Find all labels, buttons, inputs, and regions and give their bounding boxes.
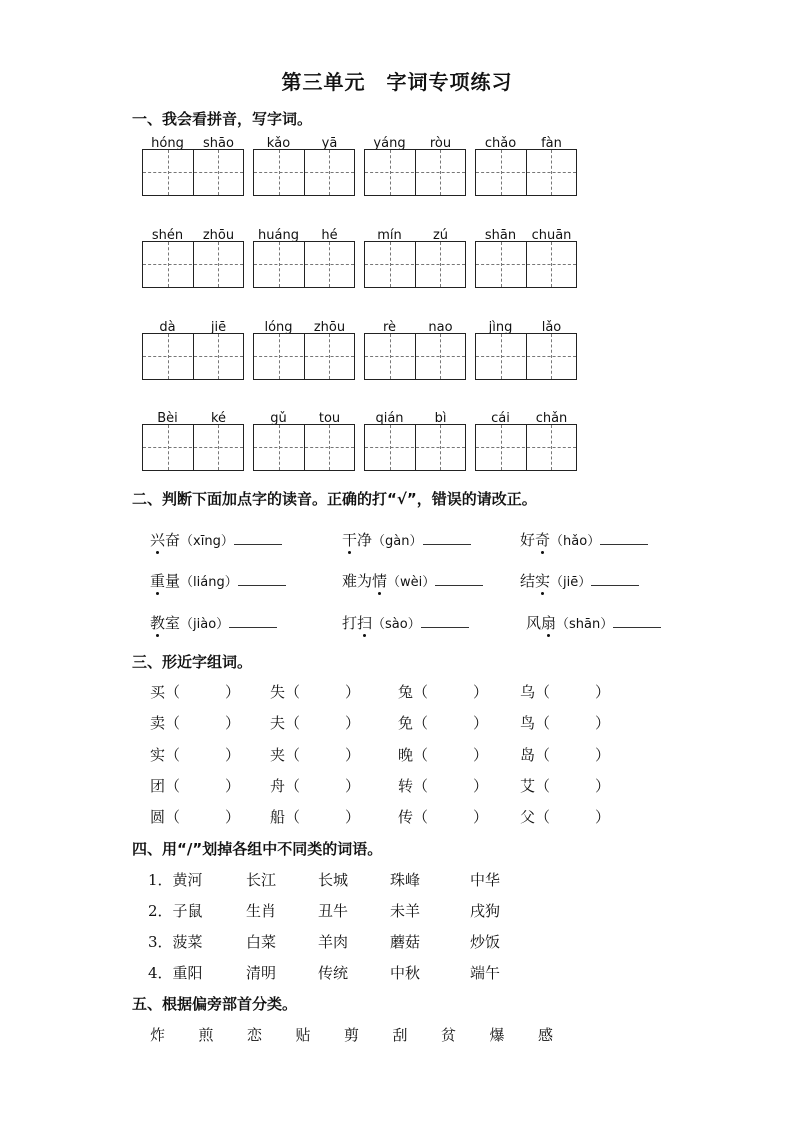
pinyin-syllable: bì xyxy=(434,411,447,426)
word-post: 室 xyxy=(165,614,181,632)
word-writing-pair xyxy=(253,136,355,196)
word-option[interactable]: 传统 xyxy=(318,964,349,982)
similar-char-item[interactable]: 舟（ ） xyxy=(270,777,361,795)
word-option[interactable]: 长江 xyxy=(246,871,277,889)
pronunciation-item xyxy=(150,570,286,591)
dotted-char: 情 xyxy=(372,572,388,590)
word-option[interactable]: 端午 xyxy=(470,964,501,982)
given-pinyin: （gàn） xyxy=(372,534,423,549)
word-writing-pair xyxy=(364,136,466,196)
pronunciation-item xyxy=(342,529,471,550)
dotted-char: 干 xyxy=(342,531,358,549)
pronunciation-item xyxy=(526,612,661,633)
writing-box-pair[interactable] xyxy=(364,424,466,471)
word-writing-pair xyxy=(475,411,577,471)
radical-char: 刮 xyxy=(392,1026,408,1044)
pronunciation-item xyxy=(150,612,277,633)
pinyin-syllable: mín xyxy=(377,228,402,243)
pinyin-syllable: zhōu xyxy=(313,320,346,335)
pinyin-syllable: yáng xyxy=(373,136,406,151)
answer-blank[interactable] xyxy=(238,573,286,586)
pinyin-syllable: zhōu xyxy=(202,228,235,243)
dotted-char: 扇 xyxy=(541,614,557,632)
word-writing-pair xyxy=(142,228,244,288)
pinyin-syllable: rè xyxy=(382,320,397,335)
pinyin-syllable: nao xyxy=(428,320,453,335)
word-pre: 结 xyxy=(520,572,536,590)
similar-char-item[interactable]: 晚（ ） xyxy=(398,746,489,764)
answer-blank[interactable] xyxy=(591,573,639,586)
pinyin-syllable: huáng xyxy=(258,228,299,243)
pinyin-grid-row xyxy=(142,228,582,288)
word-group-row xyxy=(148,962,548,982)
word-option[interactable]: 炒饭 xyxy=(470,933,501,951)
word-pre: 难为 xyxy=(342,572,373,590)
similar-char-item[interactable]: 艾（ ） xyxy=(520,777,611,795)
writing-box-pair[interactable] xyxy=(142,241,244,288)
pinyin-grid-row xyxy=(142,411,582,471)
word-option[interactable]: 羊肉 xyxy=(318,933,349,951)
word-option[interactable]: 长城 xyxy=(318,871,349,889)
radical-char: 感 xyxy=(538,1026,554,1044)
word-option[interactable]: 中秋 xyxy=(390,964,421,982)
dotted-char: 教 xyxy=(150,614,166,632)
pinyin-syllable: shāo xyxy=(203,136,234,151)
word-post: 奋 xyxy=(165,531,181,549)
word-option[interactable]: 珠峰 xyxy=(390,871,421,889)
answer-blank[interactable] xyxy=(435,573,483,586)
pinyin-syllable: chǎn xyxy=(535,411,568,426)
similar-char-item[interactable]: 圆（ ） xyxy=(150,808,241,826)
writing-box-pair[interactable] xyxy=(364,333,466,380)
radical-char: 炸 xyxy=(150,1026,166,1044)
given-pinyin: （liáng） xyxy=(180,575,238,590)
pinyin-syllable: shān xyxy=(484,228,517,243)
word-writing-pair xyxy=(364,228,466,288)
pinyin-syllable: gǔ xyxy=(270,411,287,426)
writing-box-pair[interactable] xyxy=(253,149,355,196)
writing-box-pair[interactable] xyxy=(475,333,577,380)
writing-box-pair[interactable] xyxy=(475,424,577,471)
writing-box-pair[interactable] xyxy=(364,241,466,288)
radical-char-list xyxy=(150,1024,570,1044)
given-pinyin: （sào） xyxy=(372,617,421,632)
pinyin-syllable: qián xyxy=(375,411,404,426)
pinyin-grid-row xyxy=(142,136,582,196)
given-pinyin: （jiē） xyxy=(550,575,592,590)
answer-blank[interactable] xyxy=(234,532,282,545)
word-writing-pair xyxy=(475,320,577,380)
pinyin-syllable: ké xyxy=(210,411,227,426)
similar-char-item[interactable]: 团（ ） xyxy=(150,777,241,795)
pinyin-syllable: ròu xyxy=(429,136,452,151)
word-option[interactable]: 2．子鼠 xyxy=(148,902,203,920)
pinyin-syllable: hé xyxy=(321,228,338,243)
word-option[interactable]: 丑牛 xyxy=(318,902,349,920)
word-pre: 风 xyxy=(526,614,542,632)
pinyin-syllable: kǎo xyxy=(266,136,291,151)
pinyin-syllable: chǎo xyxy=(484,136,517,151)
answer-blank[interactable] xyxy=(229,615,277,628)
word-writing-pair xyxy=(253,320,355,380)
similar-char-item[interactable]: 鸟（ ） xyxy=(520,714,611,732)
dotted-char: 扫 xyxy=(357,614,373,632)
radical-char: 贫 xyxy=(441,1026,457,1044)
writing-box-pair[interactable] xyxy=(253,241,355,288)
similar-char-item[interactable]: 船（ ） xyxy=(270,808,361,826)
word-option[interactable]: 白菜 xyxy=(246,933,277,951)
word-option[interactable]: 生肖 xyxy=(246,902,277,920)
similar-char-item[interactable]: 父（ ） xyxy=(520,808,611,826)
similar-char-item[interactable]: 岛（ ） xyxy=(520,746,611,764)
pinyin-syllable: chuān xyxy=(531,228,572,243)
dotted-char: 实 xyxy=(535,572,551,590)
word-writing-pair xyxy=(142,136,244,196)
pronunciation-item xyxy=(342,612,469,633)
given-pinyin: （hǎo） xyxy=(550,534,601,549)
similar-char-item[interactable]: 失（ ） xyxy=(270,683,361,701)
similar-char-item[interactable]: 买（ ） xyxy=(150,683,241,701)
pinyin-syllable: zú xyxy=(432,228,449,243)
given-pinyin: （wèi） xyxy=(387,575,436,590)
given-pinyin: （shān） xyxy=(556,617,614,632)
writing-box-pair[interactable] xyxy=(475,241,577,288)
word-writing-pair xyxy=(475,136,577,196)
pronunciation-item xyxy=(520,529,648,550)
pinyin-syllable: jiē xyxy=(210,320,227,335)
pinyin-syllable: Bèi xyxy=(157,411,178,426)
similar-char-item[interactable]: 乌（ ） xyxy=(520,683,611,701)
section-2-heading: 二、判断下面加点字的读音。正确的打“√”，错误的请改正。 xyxy=(132,490,537,508)
word-post: 量 xyxy=(165,572,181,590)
section-5-heading: 五、根据偏旁部首分类。 xyxy=(132,995,298,1013)
word-pre: 好 xyxy=(520,531,536,549)
radical-char: 剪 xyxy=(344,1026,360,1044)
pinyin-syllable: hóng xyxy=(151,136,184,151)
similar-char-item[interactable]: 免（ ） xyxy=(398,714,489,732)
pinyin-syllable: fàn xyxy=(541,136,562,151)
section-3-heading: 三、形近字组词。 xyxy=(132,653,253,671)
word-writing-pair xyxy=(142,320,244,380)
radical-char: 恋 xyxy=(247,1026,263,1044)
pinyin-syllable: tou xyxy=(318,411,341,426)
word-writing-pair xyxy=(253,228,355,288)
pinyin-syllable: lóng xyxy=(264,320,293,335)
similar-char-item[interactable]: 兔（ ） xyxy=(398,683,489,701)
answer-blank[interactable] xyxy=(423,532,471,545)
writing-box-pair[interactable] xyxy=(142,149,244,196)
word-option[interactable]: 未羊 xyxy=(390,902,421,920)
similar-char-item[interactable]: 卖（ ） xyxy=(150,714,241,732)
dotted-char: 兴 xyxy=(150,531,166,549)
writing-box-pair[interactable] xyxy=(475,149,577,196)
pinyin-syllable: dà xyxy=(159,320,176,335)
pinyin-syllable: yā xyxy=(321,136,338,151)
word-group-row xyxy=(148,900,548,920)
writing-box-pair[interactable] xyxy=(142,424,244,471)
section-4-heading: 四、用“/”划掉各组中不同类的词语。 xyxy=(132,840,383,858)
similar-char-item[interactable]: 夹（ ） xyxy=(270,746,361,764)
writing-box-pair[interactable] xyxy=(253,333,355,380)
pronunciation-item xyxy=(150,529,282,550)
radical-char: 爆 xyxy=(489,1026,505,1044)
word-option[interactable]: 1．黄河 xyxy=(148,871,203,889)
pinyin-syllable: cái xyxy=(491,411,510,426)
similar-char-item[interactable]: 实（ ） xyxy=(150,746,241,764)
word-option[interactable]: 清明 xyxy=(246,964,277,982)
word-group-row xyxy=(148,869,548,889)
writing-box-pair[interactable] xyxy=(253,424,355,471)
word-writing-pair xyxy=(142,411,244,471)
radical-char: 煎 xyxy=(198,1026,214,1044)
pinyin-grid-row xyxy=(142,320,582,380)
word-group-row xyxy=(148,931,548,951)
answer-blank[interactable] xyxy=(613,615,661,628)
similar-char-item[interactable]: 转（ ） xyxy=(398,777,489,795)
radical-char: 贴 xyxy=(295,1026,311,1044)
dotted-char: 重 xyxy=(150,572,166,590)
answer-blank[interactable] xyxy=(600,532,648,545)
word-option[interactable]: 中华 xyxy=(470,871,501,889)
pronunciation-item xyxy=(520,570,639,591)
dotted-char: 奇 xyxy=(535,531,551,549)
answer-blank[interactable] xyxy=(421,615,469,628)
word-option[interactable]: 3．菠菜 xyxy=(148,933,203,951)
similar-char-item[interactable]: 传（ ） xyxy=(398,808,489,826)
word-post: 净 xyxy=(357,531,373,549)
word-option[interactable]: 戌狗 xyxy=(470,902,501,920)
writing-box-pair[interactable] xyxy=(364,149,466,196)
pinyin-syllable: shén xyxy=(151,228,184,243)
given-pinyin: （xīng） xyxy=(180,534,234,549)
word-writing-pair xyxy=(253,411,355,471)
word-writing-pair xyxy=(364,411,466,471)
pronunciation-item xyxy=(342,570,483,591)
similar-char-item[interactable]: 夫（ ） xyxy=(270,714,361,732)
word-option[interactable]: 蘑菇 xyxy=(390,933,421,951)
pinyin-syllable: jìng xyxy=(488,320,513,335)
word-option[interactable]: 4．重阳 xyxy=(148,964,203,982)
word-writing-pair xyxy=(475,228,577,288)
word-pre: 打 xyxy=(342,614,358,632)
pinyin-syllable: lǎo xyxy=(541,320,562,335)
given-pinyin: （jiào） xyxy=(180,617,230,632)
writing-box-pair[interactable] xyxy=(142,333,244,380)
word-writing-pair xyxy=(364,320,466,380)
section-1-heading: 一、我会看拼音，写字词。 xyxy=(132,110,313,128)
page-title: 第三单元 字词专项练习 xyxy=(281,70,513,94)
